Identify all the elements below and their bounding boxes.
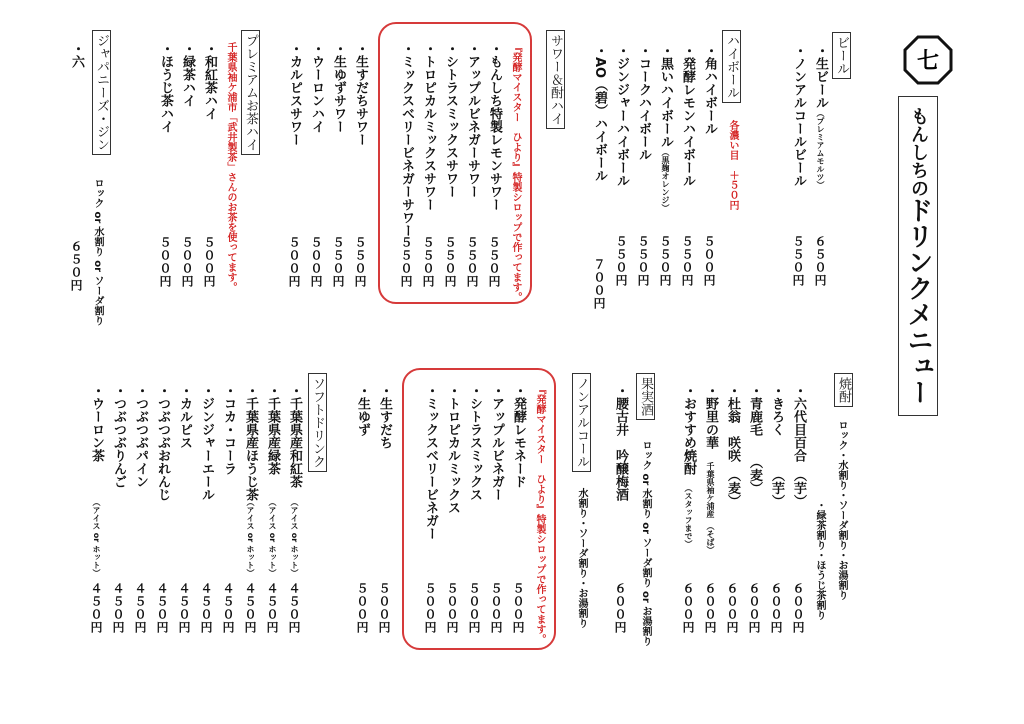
soft-item-2: ・千葉県産緑茶 — [265, 384, 280, 475]
beer-price-2: ５５０円 — [791, 235, 805, 287]
soft-price-1: ４５０円 — [287, 582, 301, 634]
shochu-item-3: ・青鹿毛 （麦） — [747, 384, 762, 495]
shochu-price-1: ６００円 — [791, 582, 805, 634]
menu-title: もんしちのドリンクメニュー — [898, 96, 938, 416]
heading-gin: ジャパニーズ・ジン — [92, 30, 111, 155]
tea-price-2: ５００円 — [180, 236, 194, 288]
sour-box-note: 『発酵マイスター ひより』特製シロップで作ってます。 — [510, 42, 521, 302]
nonal-box-item-3: ・シトラスミックス — [467, 384, 482, 501]
beer-item-1: ・生ビール（プレミアムモルツ） — [813, 44, 828, 189]
nonal-price-1: ５００円 — [377, 582, 391, 634]
sour-item-4: ・カルピスサワー — [287, 42, 302, 146]
sour-item-3: ・ウーロンハイ — [309, 42, 324, 133]
nonal-price-2: ５００円 — [355, 582, 369, 634]
sour-box-price-2: ５５０円 — [465, 236, 479, 288]
highball-item-6: ・AO（碧）ハイボール — [592, 44, 607, 183]
soft-item-6: ・カルピス — [177, 384, 192, 449]
svg-text:七: 七 — [916, 49, 940, 74]
sour-item-1: ・生すだちサワー — [353, 42, 368, 146]
sour-box-item-3: ・シトラスミックスサワー — [443, 42, 458, 198]
soft-note-3: （アイス or ホット） — [246, 498, 255, 578]
soft-price-4: ４５０円 — [221, 582, 235, 634]
soft-item-4: ・コカ・コーラ — [221, 384, 236, 475]
heading-tea: プレミアムお茶ハイ — [241, 30, 260, 155]
fruit-price-1: ６００円 — [613, 582, 627, 634]
nonal-box-item-5: ・ミックスベリービネガー — [423, 384, 438, 540]
heading-soft: ソフトドリンク — [308, 373, 327, 472]
shochu-item-1: ・六代目百合 （芋） — [791, 384, 806, 508]
nonal-box-note: 『発酵マイスター ひより』特製シロップで作ってます。 — [534, 384, 545, 644]
shochu-price-4: ６００円 — [725, 582, 739, 634]
highball-item-4: ・コークハイボール — [636, 44, 651, 161]
nonal-box-price-2: ５００円 — [489, 582, 503, 634]
heading-fruit: 果実酒 — [636, 373, 655, 420]
soft-note-1: （アイス or ホット） — [290, 498, 299, 578]
nonal-box-price-5: ５００円 — [423, 582, 437, 634]
soft-price-9: ４５０円 — [111, 582, 125, 634]
soft-price-5: ４５０円 — [199, 582, 213, 634]
sour-box-item-5: ・ミックスベリービネガーサワー — [399, 42, 414, 237]
highball-item-3: ・黒いハイボール（黒麹オレンジ） — [658, 44, 673, 212]
nonal-box-price-3: ５００円 — [467, 582, 481, 634]
sour-box-item-4: ・トロピカルミックスサワー — [421, 42, 436, 211]
heading-sour: サワー＆酎ハイ — [546, 30, 565, 129]
soft-item-3: ・千葉県産ほうじ茶 — [243, 384, 258, 501]
tea-note: 千葉県袖ケ浦市「武井製茶」さんのお茶を使ってます。 — [225, 42, 236, 292]
nonal-item-2: ・生ゆず — [355, 384, 370, 436]
sour-box-price-4: ５５０円 — [421, 236, 435, 288]
sour-box-item-2: ・アップルビネガーサワー — [465, 42, 480, 198]
sour-box-price-1: ５５０円 — [487, 236, 501, 288]
heading-highball: ハイボール — [722, 30, 741, 103]
beer-item-2: ・ノンアルコールビール — [791, 44, 806, 187]
nonal-box-item-4: ・トロピカルミックス — [445, 384, 460, 514]
tea-item-3: ・ほうじ茶ハイ — [158, 42, 173, 133]
highball-price-2: ５５０円 — [680, 235, 694, 287]
soft-item-1: ・千葉県産和紅茶 — [287, 384, 302, 488]
shochu-price-6: ６００円 — [681, 582, 695, 634]
soft-item-10: ・ウーロン茶 — [89, 384, 104, 462]
sour-price-4: ５００円 — [287, 236, 301, 288]
shochu-item-2: ・きろく （芋） — [769, 384, 784, 508]
shochu-item-4: ・杜翁 咲咲 （麦） — [725, 384, 740, 508]
heading-beer: ビール — [832, 32, 851, 79]
nonal-box-price-1: ５００円 — [511, 582, 525, 634]
soft-item-7: ・つぶつぶおれんじ — [155, 384, 170, 501]
nonal-box-price-4: ５００円 — [445, 582, 459, 634]
soft-item-9: ・つぶつぶりんご — [111, 384, 126, 488]
highball-price-4: ５５０円 — [636, 235, 650, 287]
shochu-price-3: ６００円 — [747, 582, 761, 634]
shochu-serve-2: ・緑茶割り・ほうじ茶割り — [814, 500, 825, 620]
highball-price-5: ５５０円 — [614, 235, 628, 287]
soft-price-3: ４５０円 — [243, 582, 257, 634]
soft-item-8: ・つぶつぶパイン — [133, 384, 148, 488]
soft-note-10: （アイス or ホット） — [92, 498, 101, 578]
sour-box-price-3: ５５０円 — [443, 236, 457, 288]
tea-price-1: ５００円 — [202, 236, 216, 288]
shochu-item-5: ・野里の華 千葉県袖ケ浦産 （そば） — [703, 384, 718, 554]
sour-price-1: ５５０円 — [353, 236, 367, 288]
nonal-item-1: ・生すだち — [377, 384, 392, 449]
tea-item-2: ・緑茶ハイ — [180, 42, 195, 107]
logo-icon — [902, 34, 954, 86]
highball-price-1: ５００円 — [702, 235, 716, 287]
gin-serve-note: ロック or 水割り or ソーダ割り — [92, 178, 103, 326]
sour-box-item-1: ・もんしち特製レモンサワー — [487, 42, 502, 211]
shochu-price-5: ６００円 — [703, 582, 717, 634]
highball-item-2: ・発酵レモンハイボール — [680, 44, 695, 187]
nonal-box-item-2: ・アップルビネガー — [489, 384, 504, 501]
shochu-item-6: ・おすすめ焼酎 （スタッフまで） — [681, 384, 696, 548]
nonal-serve-note: 水割り・ソーダ割り・お湯割り — [576, 488, 587, 628]
heading-shochu: 焼酎 — [834, 373, 853, 407]
highball-price-6: ７００円 — [592, 258, 606, 310]
sour-box-price-5: ５５０円 — [399, 236, 413, 288]
soft-price-8: ４５０円 — [133, 582, 147, 634]
soft-price-6: ４５０円 — [177, 582, 191, 634]
soft-note-2: （アイス or ホット） — [268, 498, 277, 578]
gin-price-1: ６５０円 — [69, 240, 83, 292]
soft-item-5: ・ジンジャーエール — [199, 384, 214, 501]
fruit-serve-note: ロック or 水割り or ソーダ割り or お湯割り — [640, 440, 651, 647]
sour-price-2: ５５０円 — [331, 236, 345, 288]
sour-item-2: ・生ゆずサワー — [331, 42, 346, 133]
gin-item-1: ・六 — [69, 42, 84, 68]
highball-item-5: ・ジンジャーハイボール — [614, 44, 629, 187]
heading-nonal: ノンアルコール — [572, 373, 591, 472]
shochu-serve-1: ロック・水割り・ソーダ割り・お湯割り — [836, 420, 847, 600]
sour-price-3: ５００円 — [309, 236, 323, 288]
soft-price-7: ４５０円 — [155, 582, 169, 634]
tea-price-3: ５００円 — [158, 236, 172, 288]
highball-item-1: ・角ハイボール — [702, 44, 717, 135]
soft-price-10: ４５０円 — [89, 582, 103, 634]
beer-price-1: ６５０円 — [813, 235, 827, 287]
soft-price-2: ４５０円 — [265, 582, 279, 634]
highball-note: 各濃い目 ＋５０円 — [727, 120, 738, 210]
shochu-price-2: ６００円 — [769, 582, 783, 634]
nonal-box-item-1: ・発酵レモネード — [511, 384, 526, 488]
fruit-item-1: ・腰古井 吟醸梅酒 — [613, 384, 628, 501]
tea-item-1: ・和紅茶ハイ — [202, 42, 217, 120]
shop-logo — [902, 34, 954, 86]
highball-price-3: ５５０円 — [658, 235, 672, 287]
